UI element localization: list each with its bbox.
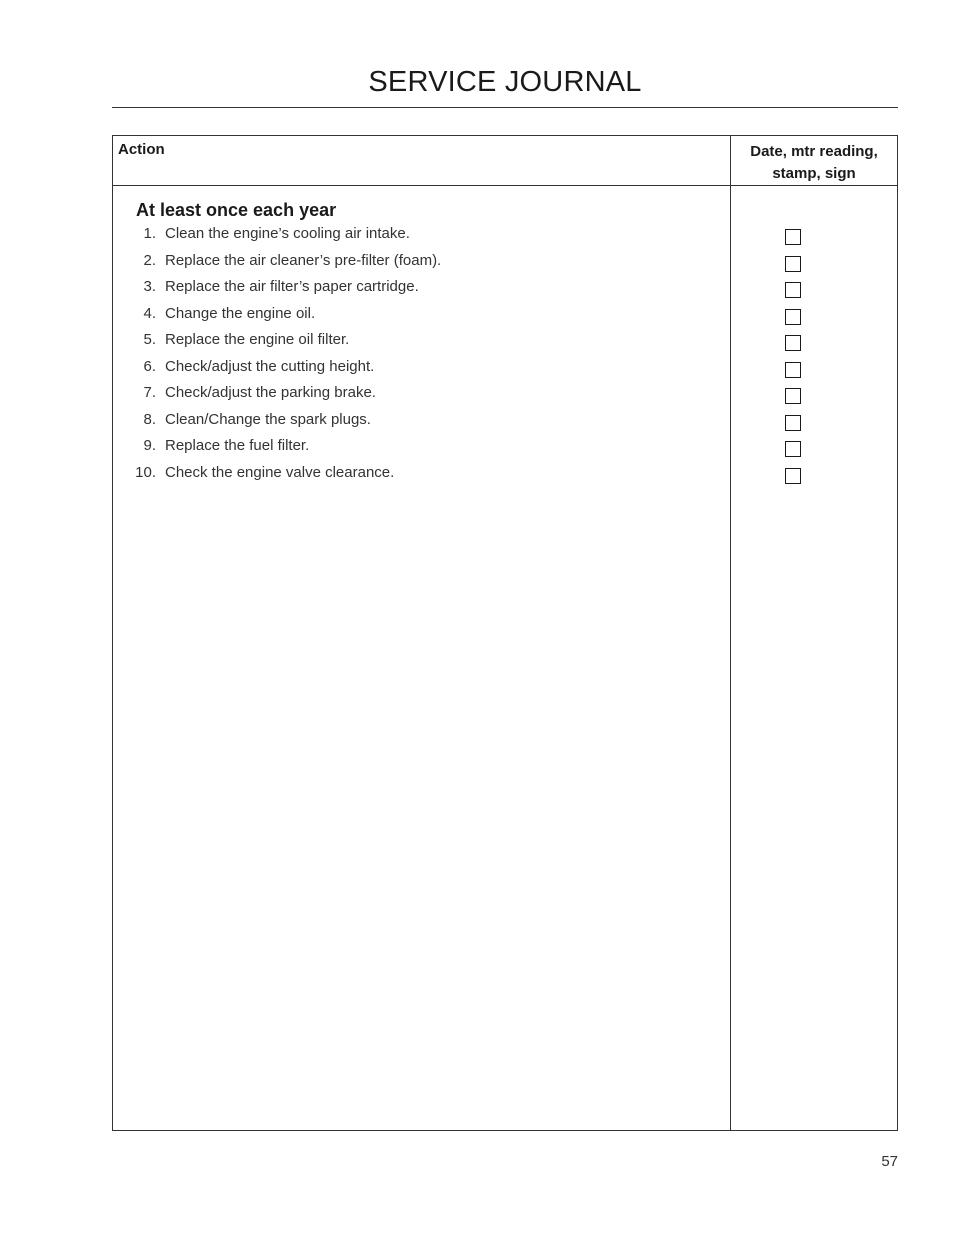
task-number: 5. [143, 331, 156, 348]
task-checkbox[interactable] [785, 256, 801, 272]
task-text: Clean the engine’s cooling air intake. [165, 225, 410, 242]
task-row [113, 464, 897, 490]
section-heading: At least once each year [136, 200, 337, 220]
task-row [113, 331, 897, 357]
title-divider [112, 107, 898, 108]
task-text: Check the engine valve clearance. [165, 463, 395, 481]
task-checkbox[interactable] [785, 388, 801, 404]
task-number: 10. [135, 463, 156, 481]
task-row [113, 384, 897, 410]
task-number: 3. [143, 278, 156, 295]
task-row [113, 437, 897, 463]
column-header-date-line1: Date, mtr reading, [750, 143, 878, 160]
task-row [113, 305, 897, 331]
page-title: SERVICE JOURNAL [368, 66, 642, 98]
task-checkbox[interactable] [785, 335, 801, 351]
column-header-action: Action [118, 141, 165, 158]
task-text: Replace the fuel filter. [165, 437, 310, 454]
task-checkbox[interactable] [785, 282, 801, 298]
task-number: 1. [143, 225, 156, 242]
task-row [113, 358, 897, 384]
task-number: 4. [143, 304, 156, 322]
task-text: Clean/Change the spark plugs. [165, 410, 371, 428]
task-text: Check/adjust the parking brake. [165, 384, 376, 401]
task-text: Replace the air cleaner’s pre-filter (foam). [165, 251, 442, 269]
task-text: Replace the engine oil filter. [165, 331, 350, 348]
task-row [113, 278, 897, 304]
task-checkbox[interactable] [785, 309, 801, 325]
task-number: 7. [143, 384, 156, 401]
column-header-date-line2: stamp, sign [772, 165, 856, 182]
header-divider [113, 185, 897, 186]
task-checkbox[interactable] [785, 415, 801, 431]
task-text: Check/adjust the cutting height. [165, 357, 375, 375]
task-number: 2. [143, 251, 156, 269]
task-row [113, 252, 897, 278]
column-header-date [731, 141, 897, 185]
service-journal-table [112, 135, 898, 1131]
task-row [113, 411, 897, 437]
task-checkbox[interactable] [785, 362, 801, 378]
task-row [113, 225, 897, 251]
task-number: 8. [143, 410, 156, 428]
task-text: Replace the air filter’s paper cartridge. [165, 278, 419, 295]
task-checkbox[interactable] [785, 441, 801, 457]
task-checkbox[interactable] [785, 229, 801, 245]
task-number: 6. [143, 357, 156, 375]
task-number: 9. [143, 437, 156, 454]
task-text: Change the engine oil. [165, 304, 316, 322]
task-checkbox[interactable] [785, 468, 801, 484]
page-number: 57 [881, 1153, 898, 1170]
